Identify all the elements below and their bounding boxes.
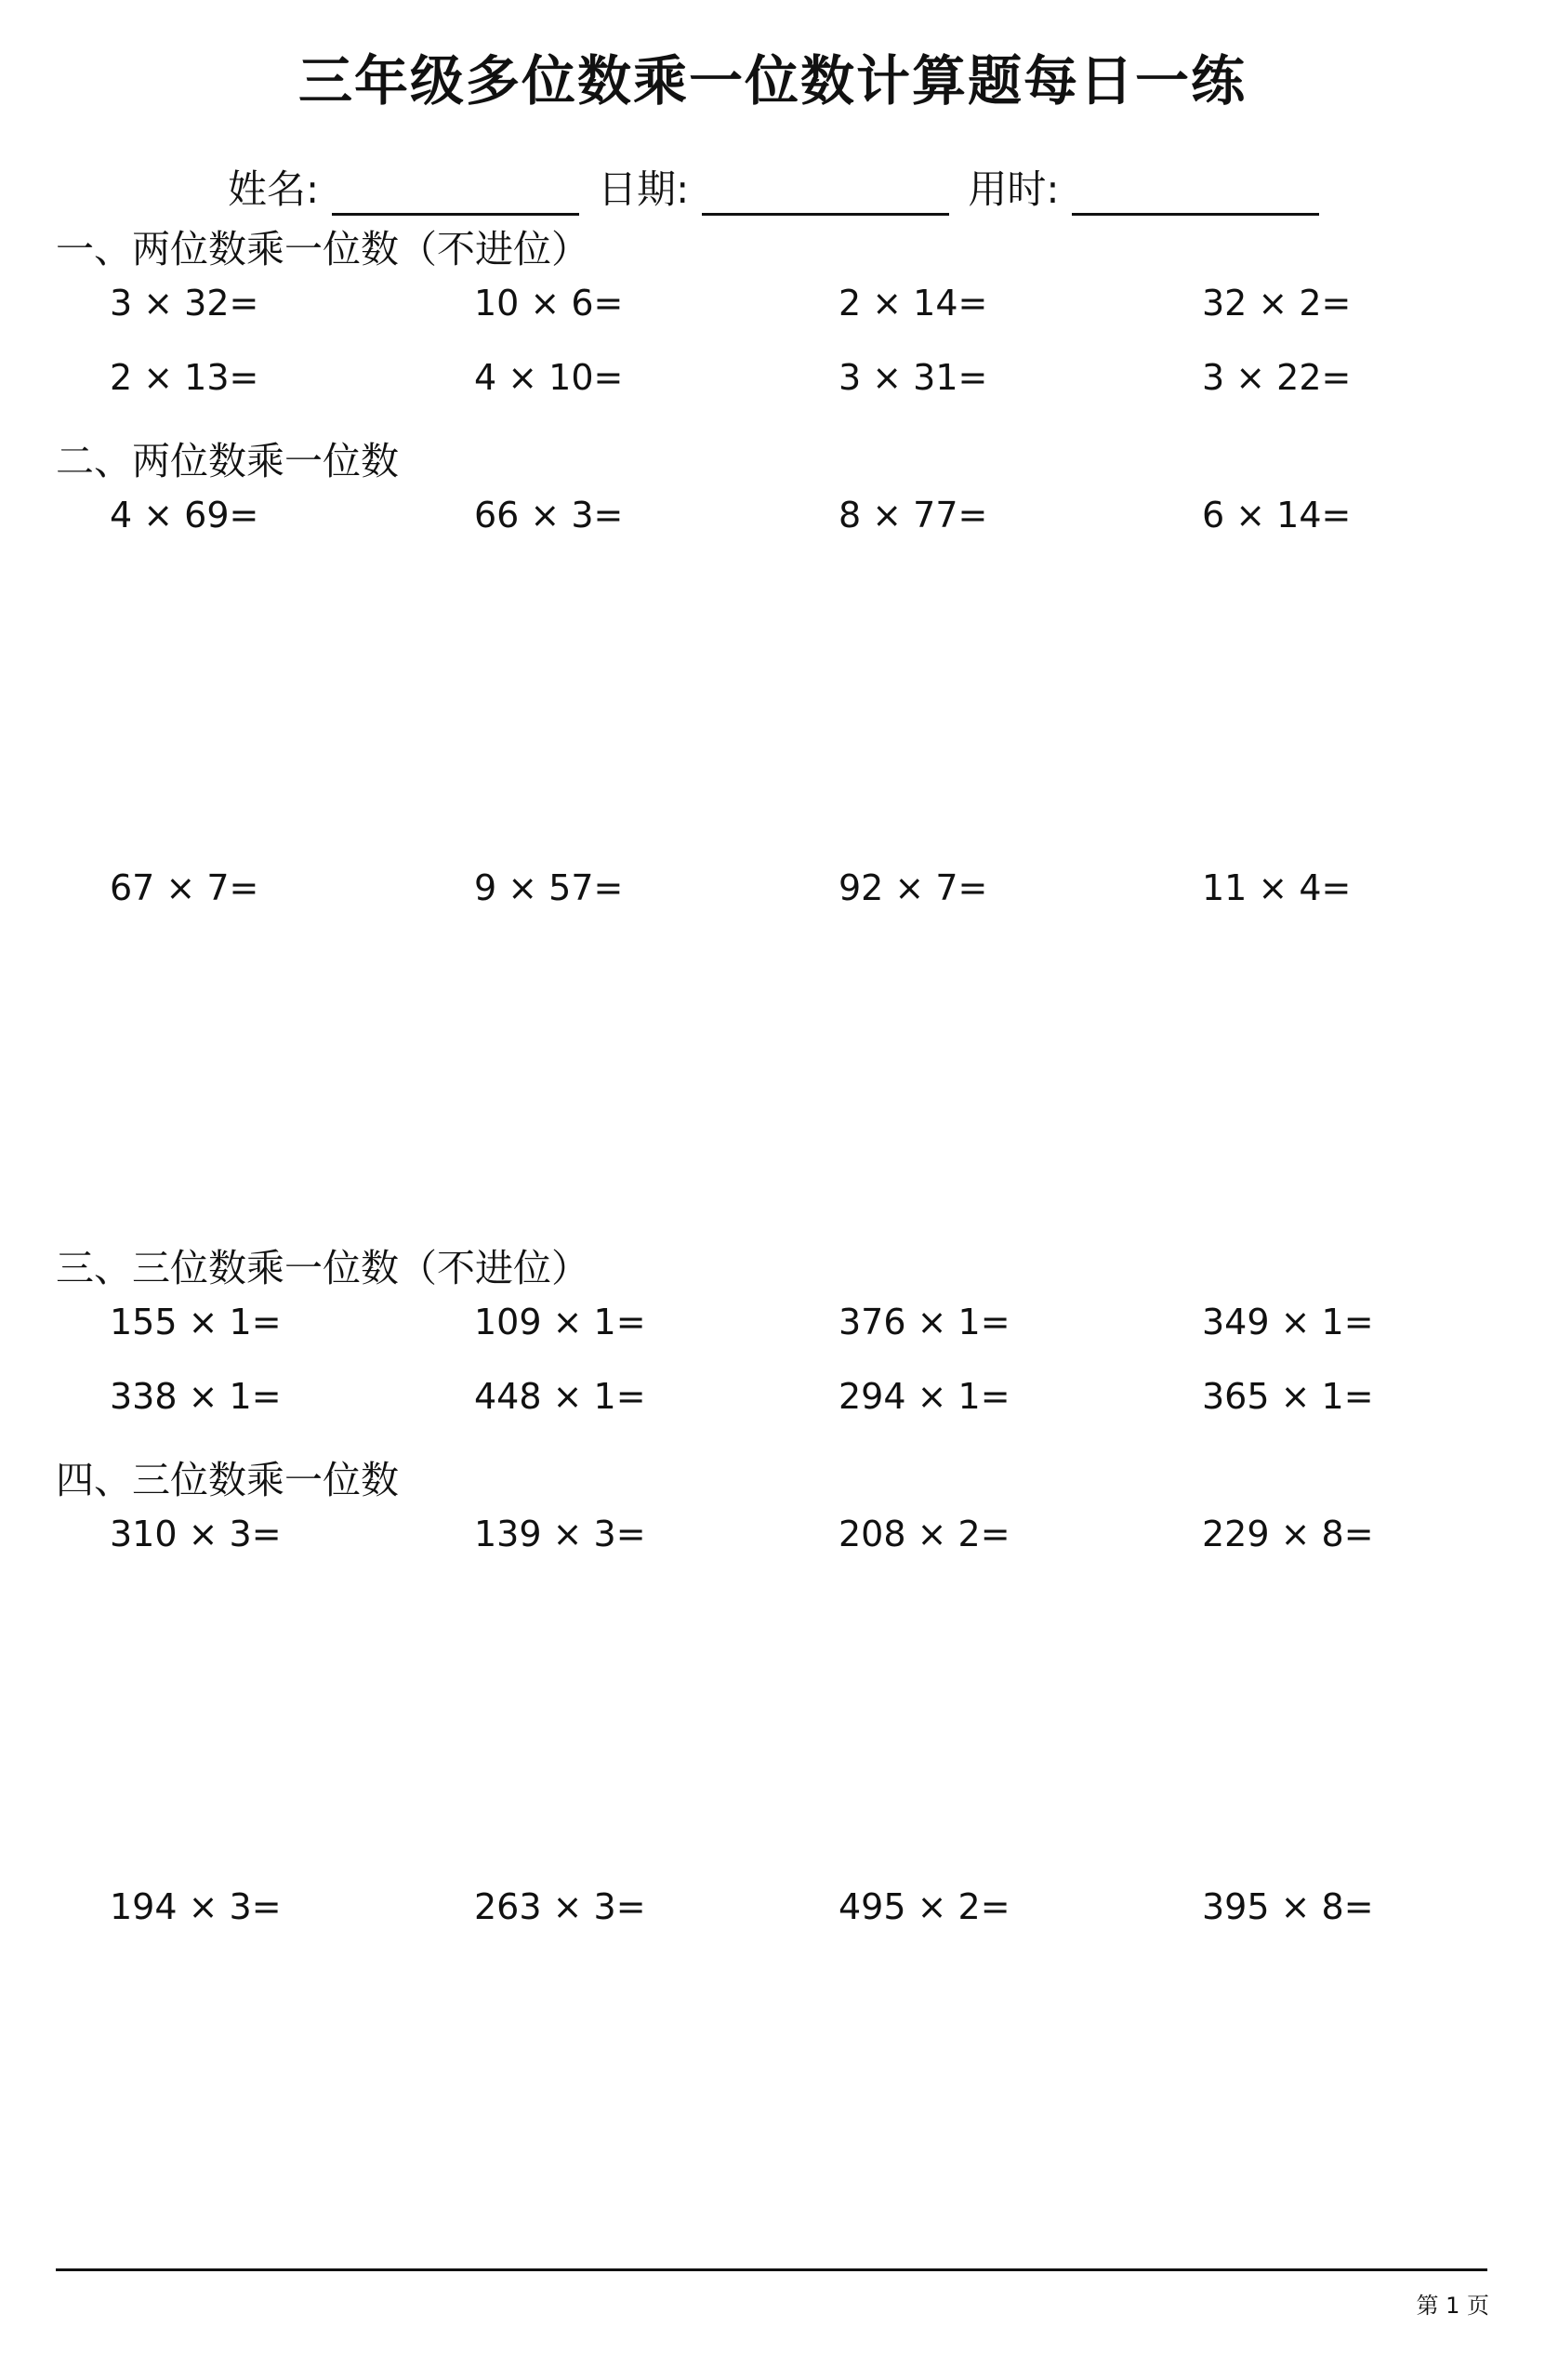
- footer-divider: [56, 2268, 1487, 2271]
- problem-row: [56, 277, 1487, 329]
- section-title: 一、两位数乘一位数（不进位）: [56, 227, 589, 271]
- problem: 338 × 1=: [110, 1376, 282, 1417]
- problem-row: [56, 1296, 1487, 1348]
- problem: 4 × 69=: [110, 495, 259, 536]
- date-blank[interactable]: [702, 172, 949, 216]
- section-title: 二、两位数乘一位数: [56, 439, 399, 483]
- problem-row: [56, 862, 1487, 914]
- problem-row: [56, 1881, 1487, 1933]
- problem: 4 × 10=: [474, 357, 624, 398]
- section-4: [56, 1454, 1487, 1933]
- problem: 10 × 6=: [474, 283, 624, 324]
- time-label: 用时:: [968, 166, 1060, 212]
- problem: 448 × 1=: [474, 1376, 646, 1417]
- problem: 32 × 2=: [1202, 283, 1352, 324]
- problem: 67 × 7=: [110, 867, 259, 908]
- section-title: 三、三位数乘一位数（不进位）: [56, 1246, 589, 1290]
- section-2: [56, 435, 1487, 914]
- date-label: 日期:: [598, 166, 690, 212]
- problem: 365 × 1=: [1202, 1376, 1374, 1417]
- worksheet-title: 三年级多位数乘一位数计算题每日一练: [297, 49, 1247, 112]
- section-title: 四、三位数乘一位数: [56, 1458, 399, 1502]
- problem: 155 × 1=: [110, 1302, 282, 1342]
- problem: 6 × 14=: [1202, 495, 1352, 536]
- problem: 376 × 1=: [839, 1302, 1010, 1342]
- problem-row: [56, 1370, 1487, 1422]
- problem: 9 × 57=: [474, 867, 624, 908]
- problem: 11 × 4=: [1202, 867, 1352, 908]
- problem-row: [56, 1508, 1487, 1560]
- problem: 109 × 1=: [474, 1302, 646, 1342]
- page-number: 第 1 页: [1416, 2293, 1489, 2319]
- problem: 92 × 7=: [839, 867, 988, 908]
- problem: 2 × 14=: [839, 283, 988, 324]
- section-1: [56, 223, 1487, 403]
- problem: 294 × 1=: [839, 1376, 1010, 1417]
- problem: 3 × 31=: [839, 357, 988, 398]
- problem-row: [56, 351, 1487, 403]
- problem: 66 × 3=: [474, 495, 624, 536]
- problem: 263 × 3=: [474, 1886, 646, 1927]
- problem: 3 × 32=: [110, 283, 259, 324]
- problem: 310 × 3=: [110, 1514, 282, 1554]
- problem: 229 × 8=: [1202, 1514, 1374, 1554]
- problem: 2 × 13=: [110, 357, 259, 398]
- problem: 208 × 2=: [839, 1514, 1010, 1554]
- problem: 194 × 3=: [110, 1886, 282, 1927]
- name-label: 姓名:: [228, 166, 320, 212]
- time-blank[interactable]: [1072, 172, 1319, 216]
- problem-row: [56, 489, 1487, 541]
- problem: 395 × 8=: [1202, 1886, 1374, 1927]
- section-3: [56, 1242, 1487, 1422]
- problem: 349 × 1=: [1202, 1302, 1374, 1342]
- problem: 3 × 22=: [1202, 357, 1352, 398]
- problem: 495 × 2=: [839, 1886, 1010, 1927]
- problem: 139 × 3=: [474, 1514, 646, 1554]
- problem: 8 × 77=: [839, 495, 988, 536]
- student-info-row: [228, 164, 1338, 216]
- name-blank[interactable]: [332, 172, 579, 216]
